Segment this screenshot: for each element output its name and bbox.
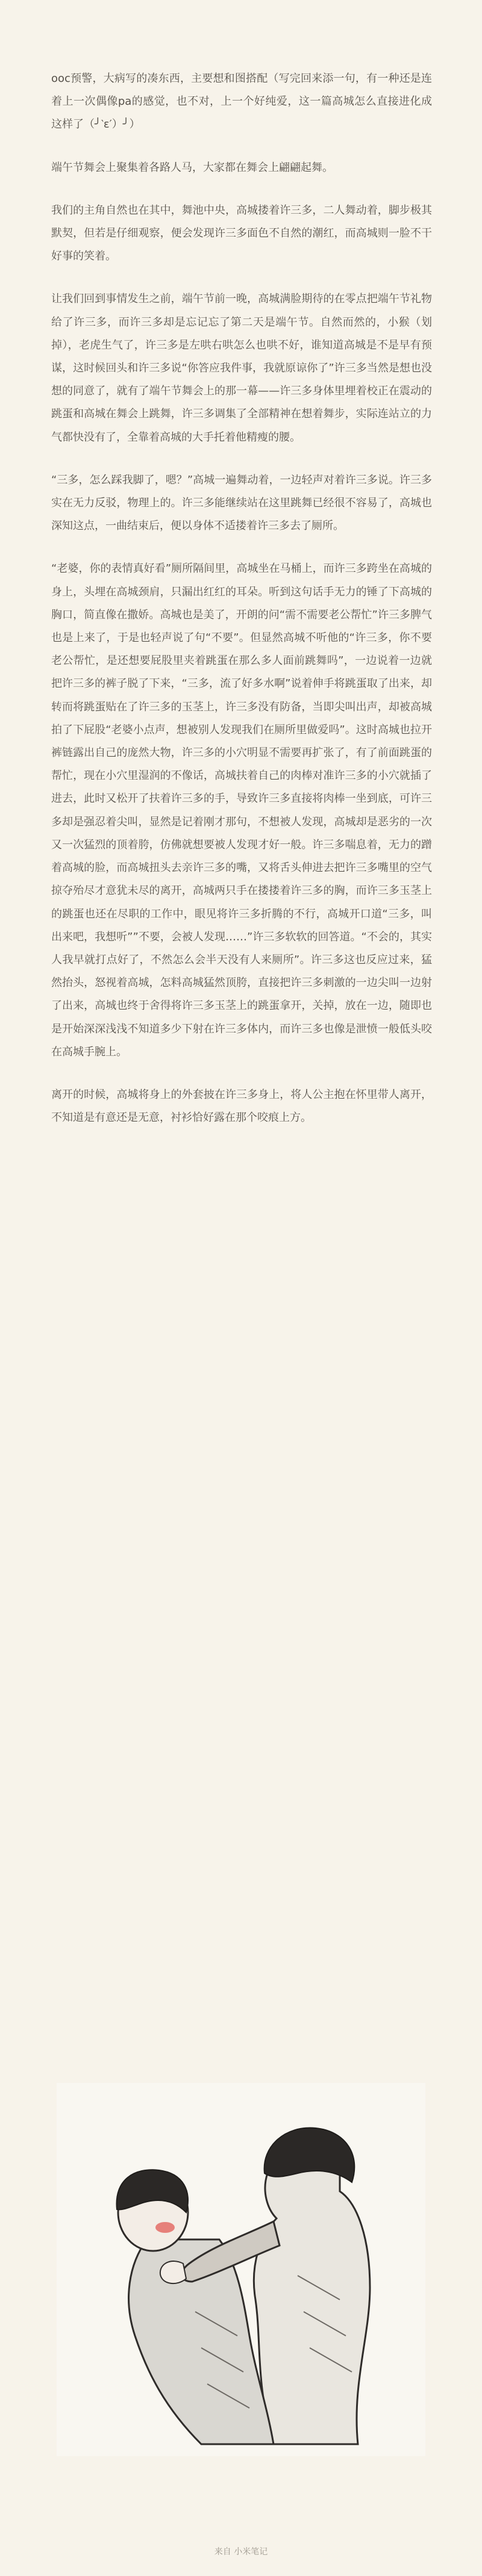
paragraph-leaving: 离开的时候，高城将身上的外套披在许三多身上，将人公主抱在怀里带人离开，不知道是有意还是无意，衬衫恰好露在那个咬痕上方。: [51, 1088, 432, 1125]
source-footer: 来自 小米笔记: [214, 2547, 268, 2557]
paragraph-backstory: 让我们回到事情发生之前，端午节前一晚，高城满脸期待的在零点把端午节礼物给了许三多，而许三多却是忘记忘了第二天是端午节。自然而然的，小猴（划掉），老虎生气了，许三多是左哄右哄怎么也哄不好，谁知道高城是不是早有预谋，这时候回头和许三多说“你答应我件事，我就原谅你了”许三多当然是想也没想的同意了，就有了端午节舞会上的那一幕——许三多身体里埋着校正在震动的跳蛋和高城在舞会上跳舞，许三多调集了全部精神在想着舞步，实际连站立的力气都快没有了，全靠着高城的大手托着他精瘦的腰。: [51, 293, 432, 444]
paragraph-dance-floor: 我们的主角自然也在其中，舞池中央，高城搂着许三多，二人舞动着，脚步极其默契，但若是仔细观察，便会发现许三多面色不自然的潮红，而高城则一脸不干好事的笑着。: [51, 203, 432, 263]
paragraph-whisper: “三多，怎么踩我脚了，嗯？”高城一遍舞动着，一边轻声对着许三多说。许三多实在无力反驳，物理上的。许三多能继续站在这里跳舞已经很不容易了，高城也深知这点，一曲结束后，便以身体不适搂着许三多去了厕所。: [51, 473, 432, 533]
sketch-couple-embrace: [57, 2083, 425, 2456]
paragraph-restroom: “老婆，你的表情真好看”厕所隔间里，高城坐在马桶上，而许三多跨坐在高城的身上，头埋在高城颈肩，只漏出红红的耳朵。听到这句话手无力的锤了下高城的胸口，简直像在撒娇。高城也是美了，开朗的问“需不需要老公帮忙”许三多脾气也是上来了，于是也轻声说了句“不要”。但显然高城不听他的“许三多，你不要老公帮忙，是还想要屁股里夹着跳蛋在那么多人面前跳舞吗”，一边说着一边就把许三多的裤子脱了下来，“三多，流了好多水啊”说着伸手将跳蛋取了出来，却转而将跳蛋贴在了许三多的玉茎上，许三多没有防备，当即尖叫出声，却被高城拍了下屁股“老婆小点声，想被别人发现我们在厕所里做爱吗”。这时高城也拉开裤链露出自己的庞然大物，许三多的小穴明显不需要再扩张了，有了前面跳蛋的帮忙，现在小穴里湿润的不像话，高城扶着自己的肉棒对准许三多的小穴就插了进去，此时又松开了扶着许三多的手，导致许三多直接将肉棒一坐到底，可许三多却是强忍着尖叫，显然是记着刚才那句，不想被人发现，高城却是恶劣的一次又一次猛烈的顶着胯，仿佛就想要被人发现才好一般。许三多喘息着，无力的蹭着高城的脸，而高城扭头去亲许三多的嘴，又将舌头伸进去把许三多嘴里的空气掠夺殆尽才意犹未尽的离开，高城两只手在搂搂着许三多的胸，而许三多玉茎上的跳蛋也还在尽职的工作中，眼见将许三多折腾的不行，高城开口道“三多，叫出来吧，我想听””不要，会被人发现……”许三多软软的回答道。“不会的，其实人我早就打点好了，不然怎么会半天没有人来厕所”。许三多这也反应过来，猛然抬头，怒视着高城，怎料高城猛然顶胯，直接把许三多刺激的一边尖叫一边射了出来，高城也终于舍得将许三多玉茎上的跳蛋拿开，关掉，放在一边，随即也是开始深深浅浅不知道多少下射在许三多体内，而许三多也像是泄愤一般低头咬在高城手腕上。: [51, 562, 432, 1058]
paragraph-dance-party: 端午节舞会上聚集着各路人马，大家都在舞会上翩翩起舞。: [51, 161, 333, 174]
paragraph-intro: ooc预警，大病写的凑东西，主要想和图搭配（写完回来添一句，有一种还是连着上一次偶像pa的感觉，也不对，上一个好纯爱，这一篇高城怎么直接进化成这样了（╯‵ε′）╯）: [51, 72, 432, 131]
article-body: [51, 67, 432, 1149]
illustration-image: [57, 2083, 425, 2456]
